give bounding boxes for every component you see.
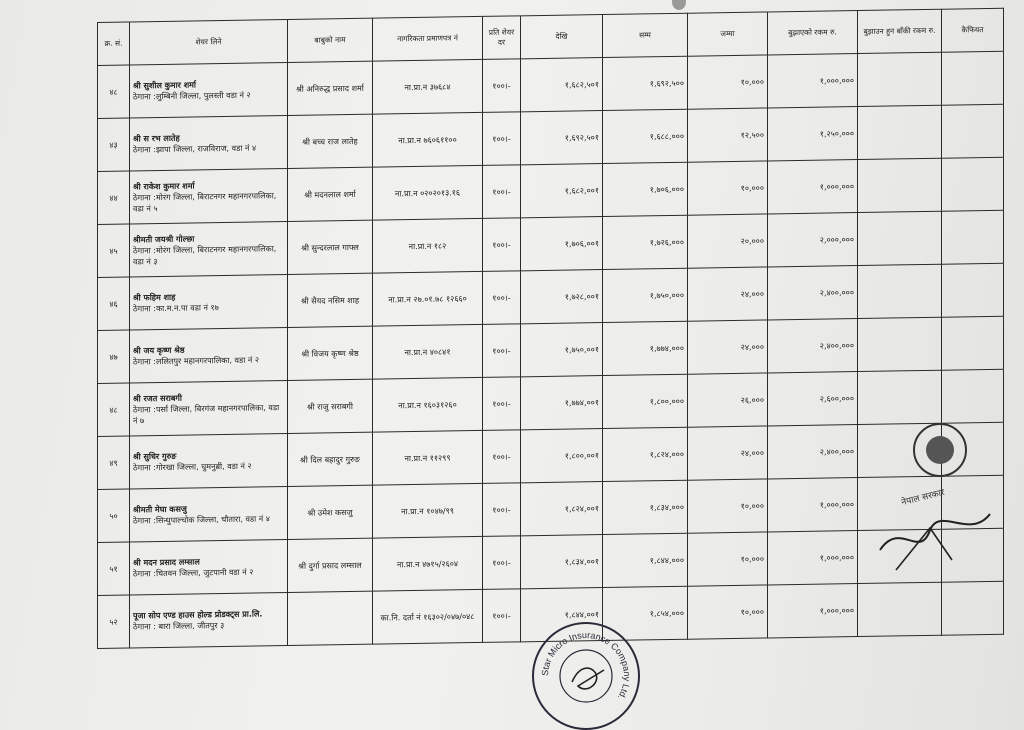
row-rate: १००।-: [483, 324, 521, 378]
row-total: २४,०००: [688, 320, 768, 374]
shareholder-table-wrapper: [97, 8, 984, 636]
row-to: १,७५०,०००: [603, 268, 688, 322]
row-remark: [942, 581, 1004, 635]
shareholder-address: ठेगाना :ललितपुर महानगरपालिका, वडा नं २: [133, 355, 260, 367]
row-name: [130, 169, 288, 224]
row-father: श्री दुर्गा प्रसाद लम्साल: [288, 538, 373, 592]
row-citizenship: ना.प्रा.न ४०८४१: [373, 324, 483, 379]
row-from: १,६९२,५०१: [521, 111, 603, 165]
row-father: श्री दिल बहादुर गुरुङ: [288, 432, 373, 486]
row-paid: २,४००,०००: [768, 425, 858, 479]
row-father: श्री सैयद नसिम शाह: [288, 273, 373, 327]
row-from: १,८२४,००१: [521, 482, 603, 536]
row-paid: १,०००,०००: [768, 54, 858, 108]
row-sn: ४९: [98, 436, 130, 490]
stamp-text: Star Micro Insurance Company Ltd.: [539, 629, 633, 702]
row-paid: २,६००,०००: [768, 372, 858, 426]
row-due: [858, 582, 942, 636]
row-father: श्री अनिरुद्ध प्रसाद शर्मा: [288, 61, 373, 115]
shareholder-address: ठेगाना :गोरखा जिल्ला, चुमनुब्री, वडा नं २: [133, 461, 252, 473]
row-to: १,६९२,५००: [603, 56, 688, 110]
shareholder-name: श्री स रभ लातेह: [133, 133, 180, 144]
row-paid: २,४००,०००: [768, 266, 858, 320]
row-to: १,८००,०००: [603, 374, 688, 428]
row-from: १,६८२,००१: [521, 164, 603, 218]
shareholder-name: श्री राकेश कुमार शर्मा: [133, 180, 195, 191]
shareholder-name: श्रीमती जयश्री गोल्छा: [133, 233, 195, 244]
row-name: [130, 487, 288, 542]
row-remark: [942, 316, 1004, 370]
row-to: १,८२४,०००: [603, 427, 688, 481]
row-remark: [942, 210, 1004, 264]
row-sn: ४८: [98, 65, 130, 119]
row-to: १,८३४,०००: [603, 480, 688, 534]
row-paid: १,२५०,०००: [768, 107, 858, 161]
shareholder-name: श्री रजत सराबगी: [133, 393, 182, 403]
seal-text: नेपाल सरकार: [900, 487, 946, 509]
header-rate: प्रति शेयर दर: [483, 16, 521, 60]
row-total: २४,०००: [688, 426, 768, 480]
row-sn: ४३: [98, 118, 130, 172]
row-name: [130, 328, 288, 383]
row-citizenship: ना.प्रा.न ३७६८४: [373, 59, 483, 114]
row-remark: [942, 104, 1004, 158]
row-name: [130, 540, 288, 595]
row-sn: ४४: [98, 171, 130, 225]
header-from: देखि: [521, 15, 603, 59]
row-name: [130, 434, 288, 489]
shareholder-address: ठेगाना : बारा जिल्ला, जीतपुर ३: [133, 620, 225, 632]
row-total: १०,०००: [688, 532, 768, 586]
row-to: १,७७४,०००: [603, 321, 688, 375]
row-to: १,८४४,०००: [603, 533, 688, 587]
row-citizenship: ना.प्रा.न ४७१५/२६०४: [373, 536, 483, 591]
row-sn: ५१: [98, 542, 130, 596]
row-rate: १००।-: [483, 112, 521, 166]
row-rate: १००।-: [483, 589, 521, 643]
row-paid: १,०००,०००: [768, 584, 858, 638]
row-rate: १००।-: [483, 165, 521, 219]
row-name: [130, 593, 288, 648]
row-name: [130, 381, 288, 436]
header-sn: क्र. सं.: [98, 22, 130, 66]
row-father: [288, 591, 373, 645]
row-from: १,८४४,००१: [521, 588, 603, 642]
row-sn: ४५: [98, 224, 130, 278]
header-to: सम्म: [603, 13, 688, 57]
row-name: [130, 116, 288, 171]
row-father: श्री विजय कृष्ण श्रेष्ठ: [288, 326, 373, 380]
row-from: १,८००,००१: [521, 429, 603, 483]
row-rate: १००।-: [483, 59, 521, 113]
row-sn: ५०: [98, 489, 130, 543]
row-father: श्री मदनलाल शर्मा: [288, 167, 373, 221]
government-seal: [860, 410, 1020, 580]
shareholder-name: श्री सुशील कुमार शर्मा: [133, 80, 197, 91]
row-remark: [942, 263, 1004, 317]
row-due: [858, 317, 942, 371]
row-remark: [942, 157, 1004, 211]
shareholder-address: ठेगाना :मोरंग जिल्ला, बिराटनगर महानगरपालिका, वडा नं ५: [133, 190, 277, 213]
row-citizenship: ना.प्रा.न ७६०६११००: [373, 112, 483, 167]
shareholder-address: ठेगाना :का.म.न.पा वडा नं १७: [133, 303, 219, 314]
row-citizenship: ना.प्रा.न २७.०१.७८ १२६६०: [373, 271, 483, 326]
row-to: १,७२६,०००: [603, 215, 688, 269]
punch-hole: [672, 0, 686, 10]
row-due: [858, 105, 942, 159]
shareholder-name: श्री जय कृष्ण श्रेष्ठ: [133, 345, 185, 356]
row-sn: ४८: [98, 383, 130, 437]
header-paid: बुझाएको रकम रु.: [768, 11, 858, 55]
row-father: श्री उमेश कसजु: [288, 485, 373, 539]
row-name: [130, 63, 288, 118]
row-total: १२,५००: [688, 108, 768, 162]
row-from: १,७७४,००१: [521, 376, 603, 430]
row-paid: १,०००,०००: [768, 478, 858, 532]
row-father: श्री सुन्दरलाल गाफ्ल: [288, 220, 373, 274]
row-citizenship: ना.प्रा.न १६०३१२६०: [373, 377, 483, 432]
row-citizenship: ना.प्रा.न ०२०२०१३.१६: [373, 165, 483, 220]
shareholder-address: ठेगाना :सिन्धुपाल्चोक जिल्ला, चौतारा, वडा नं ४: [133, 514, 270, 526]
header-remark: कैफियत: [942, 8, 1004, 52]
shareholder-name: श्री मदन प्रसाद लम्साल: [133, 557, 200, 568]
row-sn: ४६: [98, 277, 130, 331]
row-remark: [942, 51, 1004, 105]
row-total: १०,०००: [688, 585, 768, 639]
shareholder-address: ठेगाना :लुम्बिनी जिल्ला, पुलस्ती वडा नं २: [133, 90, 251, 102]
row-rate: १००।-: [483, 377, 521, 431]
row-rate: १००।-: [483, 536, 521, 590]
row-due: [858, 158, 942, 212]
row-total: २०,०००: [688, 214, 768, 268]
row-paid: १,०००,०००: [768, 160, 858, 214]
row-paid: २,०००,०००: [768, 213, 858, 267]
row-from: १,६८२,५०१: [521, 58, 603, 112]
row-sn: ४७: [98, 330, 130, 384]
row-from: १,७२८,००१: [521, 270, 603, 324]
row-due: [858, 211, 942, 265]
row-citizenship: ना.प्रा.न १०४७/९९: [373, 483, 483, 538]
row-sn: ५२: [98, 595, 130, 649]
header-total: जम्मा: [688, 12, 768, 56]
header-father: बाबुको नाम: [288, 18, 373, 62]
row-citizenship: का.नि. दर्ता नं १६३०२/०४७/०४८: [373, 589, 483, 644]
row-citizenship: ना.प्रा.न १८२: [373, 218, 483, 273]
header-shareholder: शेयर लिने: [130, 20, 288, 65]
row-due: [858, 264, 942, 318]
row-total: १०,०००: [688, 479, 768, 533]
shareholder-address: ठेगाना :चितवन जिल्ला, जुटपानी वडा नं २: [133, 567, 254, 579]
row-from: १,८३४,००१: [521, 535, 603, 589]
row-total: २४,०००: [688, 267, 768, 321]
shareholder-name: श्री फहिम शाह: [133, 292, 176, 303]
row-from: १,७०६,००१: [521, 217, 603, 271]
row-father: श्री बच्च राज लातेह: [288, 114, 373, 168]
svg-text:Star Micro Insurance Company L: [540, 630, 632, 702]
row-total: १०,०००: [688, 55, 768, 109]
row-to: १,६८८,०००: [603, 109, 688, 163]
shareholder-address: ठेगाना :मोरंग जिल्ला, बिराटनगर महानगरपालिका, वडा नं ३: [133, 243, 277, 266]
row-name: [130, 222, 288, 277]
row-from: १,७५०,००१: [521, 323, 603, 377]
row-rate: १००।-: [483, 430, 521, 484]
row-to: १,८५४,०००: [603, 586, 688, 640]
shareholder-name: पूजा सोप एण्ड हाउस होल्ड प्रोडक्ट्स प्रा.लि.: [133, 609, 263, 621]
row-to: १,७०६,०००: [603, 162, 688, 216]
row-name: [130, 275, 288, 330]
shareholder-address: ठेगाना :झापा जिल्ला, राजविराज, वडा नं ४: [133, 143, 257, 155]
header-citizenship: नागरिकता प्रमाणपत्र नं: [373, 16, 483, 61]
row-total: २६,०००: [688, 373, 768, 427]
row-father: श्री राजु सराबगी: [288, 379, 373, 433]
company-stamp: [532, 622, 640, 730]
row-total: १०,०००: [688, 161, 768, 215]
row-rate: १००।-: [483, 218, 521, 272]
row-due: [858, 52, 942, 106]
shareholder-name: श्रीमती मेघा कसजु: [133, 504, 187, 515]
shareholder-name: श्री सुधिर गुरुङ: [133, 451, 177, 462]
row-citizenship: ना.प्रा.न ११२९९: [373, 430, 483, 485]
shareholder-address: ठेगाना :पर्सा जिल्ला, बिरगंज महानगरपालिका, वडा नं ७: [133, 402, 280, 425]
row-paid: २,४००,०००: [768, 319, 858, 373]
row-rate: १००।-: [483, 483, 521, 537]
row-rate: १००।-: [483, 271, 521, 325]
row-paid: १,०००,०००: [768, 531, 858, 585]
header-due: बुझाउन हुन बाँकी रकम रु.: [858, 9, 942, 53]
